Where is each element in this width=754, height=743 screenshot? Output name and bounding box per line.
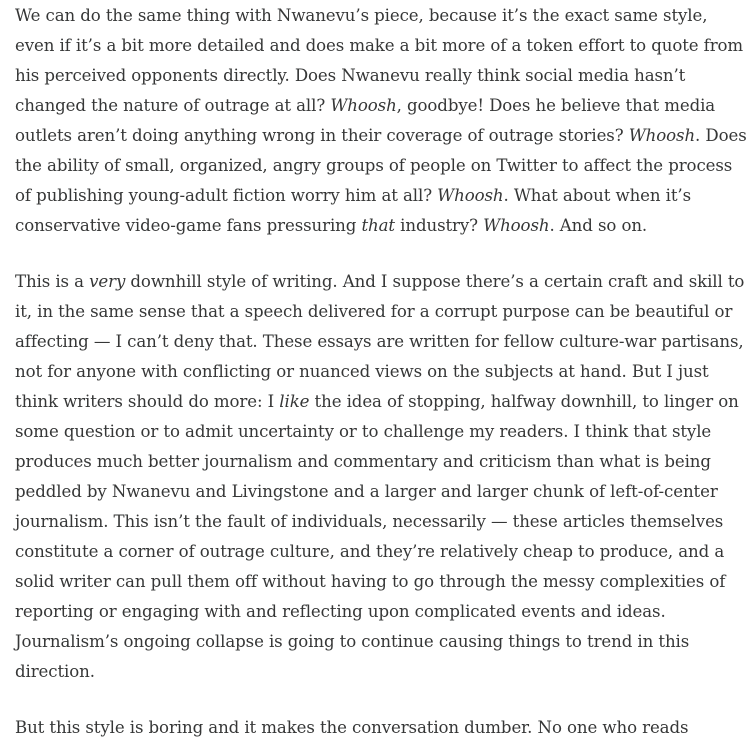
text-run: produces much better journalism and commentary and criticism than what is being (15, 452, 711, 471)
text-run: of publishing young-adult fiction worry him at all? (15, 186, 438, 205)
text-line (15, 121, 745, 151)
paragraph (15, 713, 745, 743)
text-run: Journalism’s ongoing collapse is going to continue causing things to trend in this (15, 632, 690, 651)
text-run: This is a (15, 272, 90, 291)
text-line (15, 1, 745, 31)
emphasis-text: very (89, 272, 126, 291)
text-run: the ability of small, organized, angry groups of people on Twitter to affect the process (15, 156, 733, 175)
text-run: think writers should do more: I (15, 392, 280, 411)
text-run: But this style is boring and it makes the conversation dumber. No one who reads (15, 718, 689, 737)
text-run: direction. (15, 662, 95, 681)
emphasis-text: Whoosh (628, 126, 696, 145)
text-line (15, 597, 745, 627)
text-run: . What about when it’s (503, 186, 692, 205)
text-run: even if it’s a bit more detailed and does make a bit more of a token effort to quote from (15, 36, 744, 55)
text-line (15, 447, 745, 477)
text-line (15, 61, 745, 91)
text-run: not for anyone with conflicting or nuanced views on the subjects at hand. But I just (15, 362, 709, 381)
text-line (15, 357, 745, 387)
emphasis-text: Whoosh (483, 216, 550, 235)
paragraph (15, 267, 745, 687)
text-run: affecting — I can’t deny that. These essays are written for fellow culture-war partisans, (15, 332, 744, 351)
text-line (15, 537, 745, 567)
emphasis-text: Whoosh (330, 96, 397, 115)
text-run: We can do the same thing with Nwanevu’s piece, because it’s the exact same style, (15, 6, 708, 25)
text-run: outlets aren’t doing anything wrong in their coverage of outrage stories? (15, 126, 629, 145)
text-line (15, 151, 745, 181)
text-run: the idea of stopping, halfway downhill, to linger on (309, 392, 739, 411)
text-line (15, 657, 745, 687)
text-line (15, 181, 745, 211)
text-run: solid writer can pull them off without having to go through the messy complexities of (15, 572, 726, 591)
text-run: reporting or engaging with and reflecting upon complicated events and ideas. (15, 602, 666, 621)
text-run: changed the nature of outrage at all? (15, 96, 331, 115)
text-line (15, 91, 745, 121)
text-run: journalism. This isn’t the fault of individuals, necessarily — these articles themselves (15, 512, 724, 531)
text-line (15, 31, 745, 61)
text-run: constitute a corner of outrage culture, and they’re relatively cheap to produce, and a (15, 542, 725, 561)
text-run: it, in the same sense that a speech delivered for a corrupt purpose can be beautiful or (15, 302, 733, 321)
text-line (15, 297, 745, 327)
text-run: conservative video-game fans pressuring (15, 216, 362, 235)
text-run: some question or to admit uncertainty or to challenge my readers. I think that style (15, 422, 712, 441)
text-line (15, 713, 745, 743)
text-line (15, 417, 745, 447)
text-run: downhill style of writing. And I suppose there’s a certain craft and skill to (125, 272, 745, 291)
text-line (15, 507, 745, 537)
text-run: peddled by Nwanevu and Livingstone and a larger and larger chunk of left-of-center (15, 482, 718, 501)
text-run: . Does (695, 126, 747, 145)
text-line (15, 387, 745, 417)
text-run: his perceived opponents directly. Does Nwanevu really think social media hasn’t (15, 66, 686, 85)
paragraph (15, 1, 745, 241)
emphasis-text: Whoosh (437, 186, 504, 205)
text-line (15, 567, 745, 597)
text-line (15, 627, 745, 657)
text-run: . And so on. (549, 216, 648, 235)
text-line (15, 477, 745, 507)
emphasis-text: that (361, 216, 395, 235)
text-line (15, 267, 745, 297)
text-run: industry? (394, 216, 484, 235)
text-run: , goodbye! Does he believe that media (396, 96, 716, 115)
text-line (15, 327, 745, 357)
text-line (15, 211, 745, 241)
emphasis-text: like (279, 392, 310, 411)
